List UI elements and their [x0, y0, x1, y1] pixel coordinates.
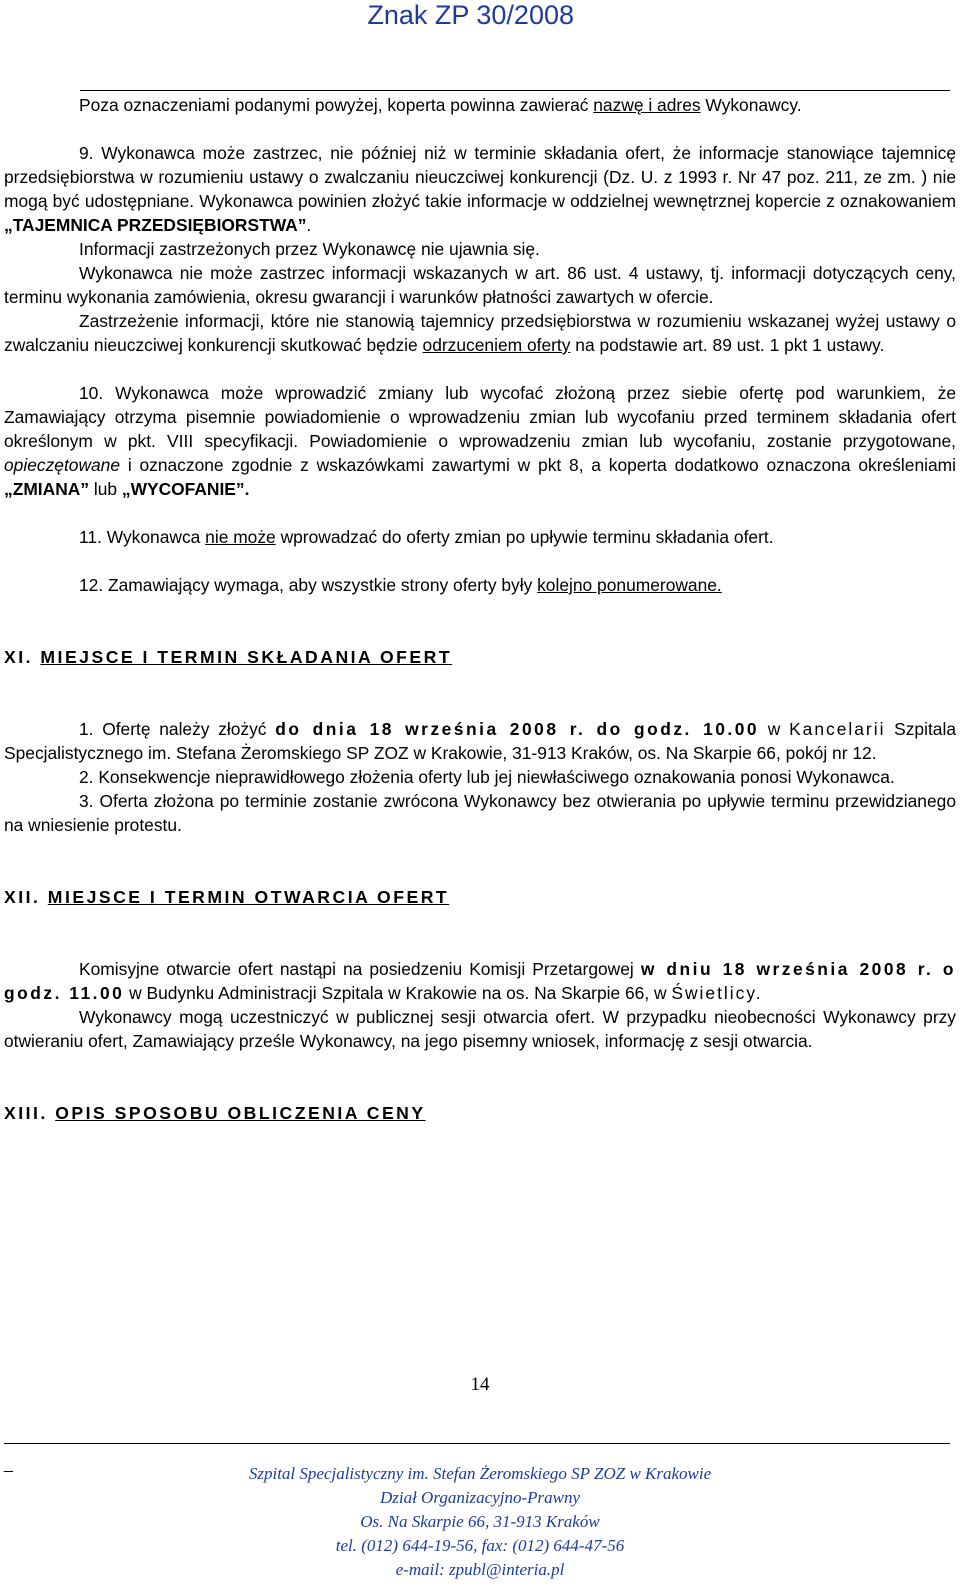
bold-text: „TAJEMNICA PRZEDSIĘBIORSTWA” — [4, 215, 307, 235]
text: w — [759, 719, 790, 739]
section-xi-point-1 — [4, 717, 956, 765]
point-10-paragraph — [4, 381, 956, 501]
section-number: XIII. — [4, 1103, 48, 1123]
footer-line: tel. (012) 644-19-56, fax: (012) 644-47-56 — [335, 1536, 625, 1555]
point-9-paragraph — [4, 141, 956, 237]
section-title: OPIS SPOSOBU OBLICZENIA CENY — [55, 1103, 426, 1123]
opening-date-text: w dniu 18 września 2008 r. o godz. 11.00 — [4, 959, 956, 1003]
section-xi-point-3: 3. Oferta złożona po terminie zostanie zwrócona Wykonawcy bez otwierania po upływie terminu przewidzianego na wniesienie protestu. — [4, 791, 956, 835]
underlined-text: kolejno ponumerowane. — [537, 575, 722, 595]
underlined-text: odrzuceniem oferty — [422, 335, 571, 355]
footer-email: e-mail: zpubl@interia.pl — [395, 1560, 565, 1579]
text: wprowadzać do oferty zmian po upływie terminu składania ofert. — [275, 527, 774, 547]
text: Szpitala Specjalistycznego im. Stefana Żeromskiego SP ZOZ w Krakowie, 31-913 Kraków, os. Na Skarpie 66, pokój nr 12. — [4, 719, 957, 763]
spaced-text: Świetlicy. — [671, 983, 763, 1003]
section-xii-heading — [4, 885, 956, 909]
section-xii-paragraph-1 — [4, 957, 956, 1005]
text: 1. Ofertę należy złożyć — [79, 719, 276, 739]
text: . — [306, 215, 312, 235]
point-12-paragraph — [4, 573, 956, 597]
section-xii-paragraph-2: Wykonawcy mogą uczestniczyć w publicznej sesji otwarcia ofert. W przypadku nieobecności Wykonawcy przy otwieraniu ofert, Zamawiający prześle Wykonawcy, na jego pisemny wniosek, informację z sesji otwarcia. — [4, 1007, 956, 1051]
document-body — [4, 93, 956, 1125]
footer-line: Szpital Specjalistyczny im. Stefan Żeromskiego SP ZOZ w Krakowie — [248, 1464, 712, 1483]
text: na podstawie art. 89 ust. 1 pkt 1 ustawy. — [570, 335, 885, 355]
text: Wykonawcy. — [700, 95, 802, 115]
point-9-line-2: Informacji zastrzeżonych przez Wykonawcę nie ujawnia się. — [79, 239, 540, 259]
section-number: XII. — [4, 887, 41, 907]
header-rule — [80, 90, 950, 91]
point-9-line-3: Wykonawca nie może zastrzec informacji wskazanych w art. 86 ust. 4 ustawy, tj. informacji dotyczących ceny, terminu wykonania zamówienia, okresu gwarancji i warunków płatności zawartych w ofercie. — [4, 263, 956, 307]
text: i oznaczone zgodnie z wskazówkami zawartymi w pkt 8, a koperta dodatkowo oznaczona określeniami — [120, 455, 956, 475]
deadline-text: do dnia 18 września 2008 r. do godz. 10.00 — [275, 719, 760, 739]
text: 10. Wykonawca może wprowadzić zmiany lub wycofać złożoną przez siebie ofertę pod warunkiem, że Zamawiający otrzyma pisemnie powiadomienie o wprowadzeniu zmian lub wycofaniu przed terminem składania ofert określonym w pkt. VIII specyfikacji. Powiadomienie o wprowadzeniu zmian lub wycofaniu, zostanie przygotowane, — [4, 383, 956, 451]
text: 12. Zamawiający wymaga, aby wszystkie strony oferty były — [79, 575, 538, 595]
document-reference: Znak ZP 30/2008 — [367, 0, 574, 30]
text: Poza oznaczeniami podanymi powyżej, koperta powinna zawierać — [79, 95, 594, 115]
section-xiii-heading — [4, 1101, 956, 1125]
text: w Budynku Administracji Szpitala w Krakowie na os. Na Skarpie 66, w — [124, 983, 672, 1003]
section-number: XI. — [4, 647, 34, 667]
bold-text: „ZMIANA” — [4, 479, 90, 499]
footer-line: Os. Na Skarpie 66, 31-913 Kraków — [360, 1512, 600, 1531]
text: Komisyjne otwarcie ofert nastąpi na posiedzeniu Komisji Przetargowej — [79, 959, 641, 979]
section-title: MIEJSCE I TERMIN SKŁADANIA OFERT — [40, 647, 453, 667]
italic-text: opieczętowane — [4, 455, 121, 475]
text: lub — [89, 479, 122, 499]
point-9-line-4 — [4, 309, 956, 357]
section-xi-heading — [4, 645, 956, 669]
section-title: MIEJSCE I TERMIN OTWARCIA OFERT — [47, 887, 450, 907]
footnote-mark: _ — [4, 1456, 13, 1473]
footer-line: Dział Organizacyjno-Prawny — [379, 1488, 581, 1507]
page-number: 14 — [470, 1374, 490, 1395]
bold-text: „WYCOFANIE”. — [121, 479, 250, 499]
envelope-paragraph — [4, 93, 956, 117]
text: 9. Wykonawca może zastrzec, nie później niż w terminie składania ofert, że informacje stanowiące tajemnicę przedsiębiorstwa w rozumieniu ustawy o zwalczaniu nieuczciwej konkurencji (Dz. U. z 1993 r. Nr 47 poz. 211, ze zm. ) nie mogą być udostępniane. Wykonawca powinien złożyć takie informacje w oddzielnej wewnętrznej kopercie z oznakowaniem — [4, 143, 956, 211]
underlined-text: nazwę i adres — [593, 95, 701, 115]
footer-rule — [4, 1443, 950, 1444]
text: 11. Wykonawca — [79, 527, 206, 547]
footer-address — [0, 1462, 960, 1582]
section-xi-point-2: 2. Konsekwencje nieprawidłowego złożenia oferty lub jej niewłaściwego oznakowania ponosi Wykonawca. — [79, 767, 895, 787]
spaced-text: Kancelarii — [789, 719, 886, 739]
point-11-paragraph — [4, 525, 956, 549]
underlined-text: nie może — [205, 527, 276, 547]
text: Zastrzeżenie informacji, które nie stanowią tajemnicy przedsiębiorstwa w rozumieniu wskazanej wyżej ustawy o zwalczaniu nieuczciwej konkurencji skutkować będzie — [4, 311, 956, 355]
